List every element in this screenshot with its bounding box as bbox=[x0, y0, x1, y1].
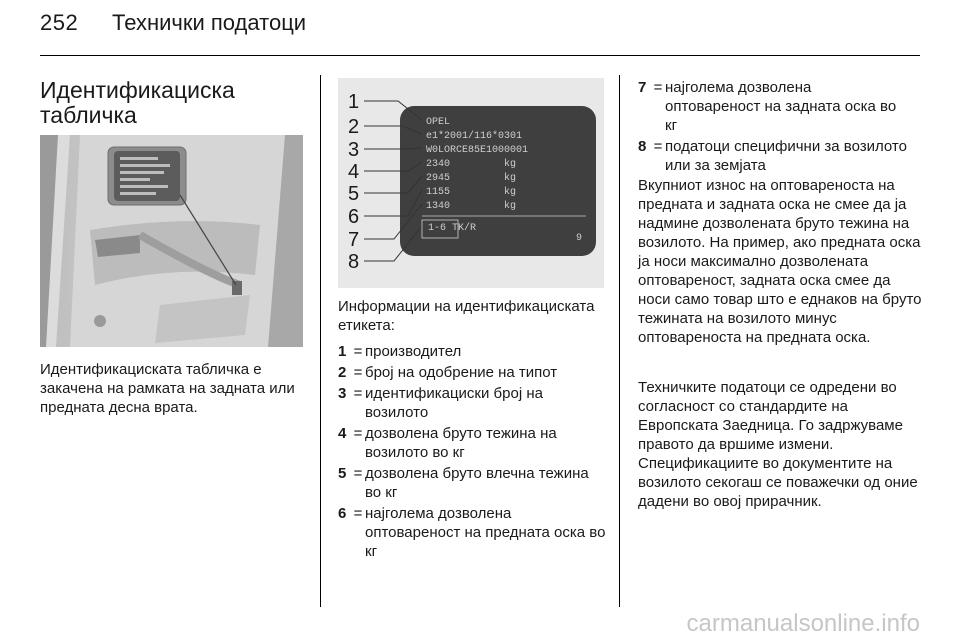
legend-intro: Информации на идентификациската етикета: bbox=[338, 298, 595, 334]
legend-equals: = bbox=[353, 505, 363, 522]
legend-text: дозволена бруто тежина на возилото во кг bbox=[365, 425, 557, 461]
legend-equals: = bbox=[353, 343, 363, 360]
legend-text: најголема дозволена оптовареност на задната оска во кг bbox=[665, 79, 897, 134]
section-title: Идентификациска табличка bbox=[40, 77, 235, 128]
column-divider-right bbox=[619, 75, 620, 607]
plate-specific-data: 1-6 TK/R bbox=[428, 223, 477, 234]
legend-item bbox=[638, 137, 908, 175]
legend-equals: = bbox=[353, 364, 363, 381]
legend-text: најголема дозволена оптовареност на предната оска во кг bbox=[365, 505, 606, 560]
id-plate-figure bbox=[338, 78, 604, 288]
chapter-title: Технички податоци bbox=[112, 10, 307, 35]
door-frame-illustration bbox=[40, 135, 303, 347]
legend-list-middle bbox=[338, 342, 608, 563]
legend-number: 7 bbox=[638, 79, 647, 96]
callout-number: 2 bbox=[348, 116, 360, 138]
legend-number: 1 bbox=[338, 343, 347, 360]
legend-equals: = bbox=[353, 465, 363, 482]
callout-number: 8 bbox=[348, 251, 360, 273]
legend-item bbox=[338, 424, 608, 462]
legend-equals: = bbox=[653, 138, 663, 155]
door-frame-photo bbox=[40, 135, 303, 347]
callout-number: 7 bbox=[348, 229, 360, 251]
callout-number: 6 bbox=[348, 206, 360, 228]
legend-list-right bbox=[638, 78, 908, 177]
plate-weight-value: 2340 bbox=[426, 159, 451, 170]
plate-approval-number: e1*2001/116*0301 bbox=[426, 131, 523, 142]
legend-equals: = bbox=[353, 385, 363, 402]
legend-text: производител bbox=[365, 343, 462, 360]
legend-item bbox=[638, 78, 908, 135]
legend-number: 2 bbox=[338, 364, 347, 381]
legend-text: број на одобрение на типот bbox=[365, 364, 558, 381]
plate-unit: kg bbox=[504, 187, 517, 198]
column-divider-left bbox=[320, 75, 321, 607]
callout-number: 1 bbox=[348, 91, 360, 113]
legend-number: 6 bbox=[338, 505, 347, 522]
page-number: 252 bbox=[40, 10, 79, 35]
legend-number: 3 bbox=[338, 385, 347, 402]
plate-code: 9 bbox=[576, 233, 583, 244]
technical-data-paragraph: Техничките податоци се одредени во согласност со стандардите на Европската Заедница. Го задржуваме правото да вршиме измени. Спецификациите во документите на возилото секогаш се поважечки од оние дадени во овој прирачник. bbox=[638, 379, 918, 510]
legend-item bbox=[338, 342, 608, 361]
plate-unit: kg bbox=[504, 173, 517, 184]
callout-number: 3 bbox=[348, 139, 360, 161]
legend-equals: = bbox=[653, 79, 663, 96]
legend-item bbox=[338, 363, 608, 382]
legend-text: идентификациски број на возилото bbox=[365, 385, 543, 421]
watermark: carmanualsonline.info bbox=[686, 610, 920, 637]
legend-item bbox=[338, 504, 608, 561]
plate-weight-value: 1340 bbox=[426, 201, 451, 212]
callout-number: 4 bbox=[348, 161, 360, 183]
plate-unit: kg bbox=[504, 159, 517, 170]
legend-number: 5 bbox=[338, 465, 347, 482]
legend-number: 8 bbox=[638, 138, 647, 155]
legend-item bbox=[338, 384, 608, 422]
plate-weight-value: 2945 bbox=[426, 173, 451, 184]
plate-unit: kg bbox=[504, 201, 517, 212]
legend-number: 4 bbox=[338, 425, 347, 442]
callout-number: 5 bbox=[348, 183, 360, 205]
plate-location-caption: Идентификациската табличка е закачена на рамката на задната или предната десна врата. bbox=[40, 361, 295, 416]
legend-text: податоци специфични за возилото или за земјата bbox=[665, 138, 907, 174]
axle-load-paragraph: Вкупниот износ на оптовареноста на предната и задната оска не смее да ја надмине дозволената бруто тежина на возилото. На пример, ако предната оска ја носи максимално дозволената оптовареност, задната оска смее да носи само товар што е еднаков на бруто тежината на возилото минус оптовареноста на предната оска. bbox=[638, 177, 922, 346]
plate-manufacturer: OPEL bbox=[426, 117, 451, 128]
legend-equals: = bbox=[353, 425, 363, 442]
plate-vin: W0LORCE85E1000001 bbox=[426, 145, 529, 156]
id-plate-diagram bbox=[338, 78, 604, 288]
header-divider bbox=[40, 55, 920, 56]
legend-item bbox=[338, 464, 608, 502]
plate-weight-value: 1155 bbox=[426, 187, 451, 198]
legend-text: дозволена бруто влечна тежина во кг bbox=[365, 465, 589, 501]
